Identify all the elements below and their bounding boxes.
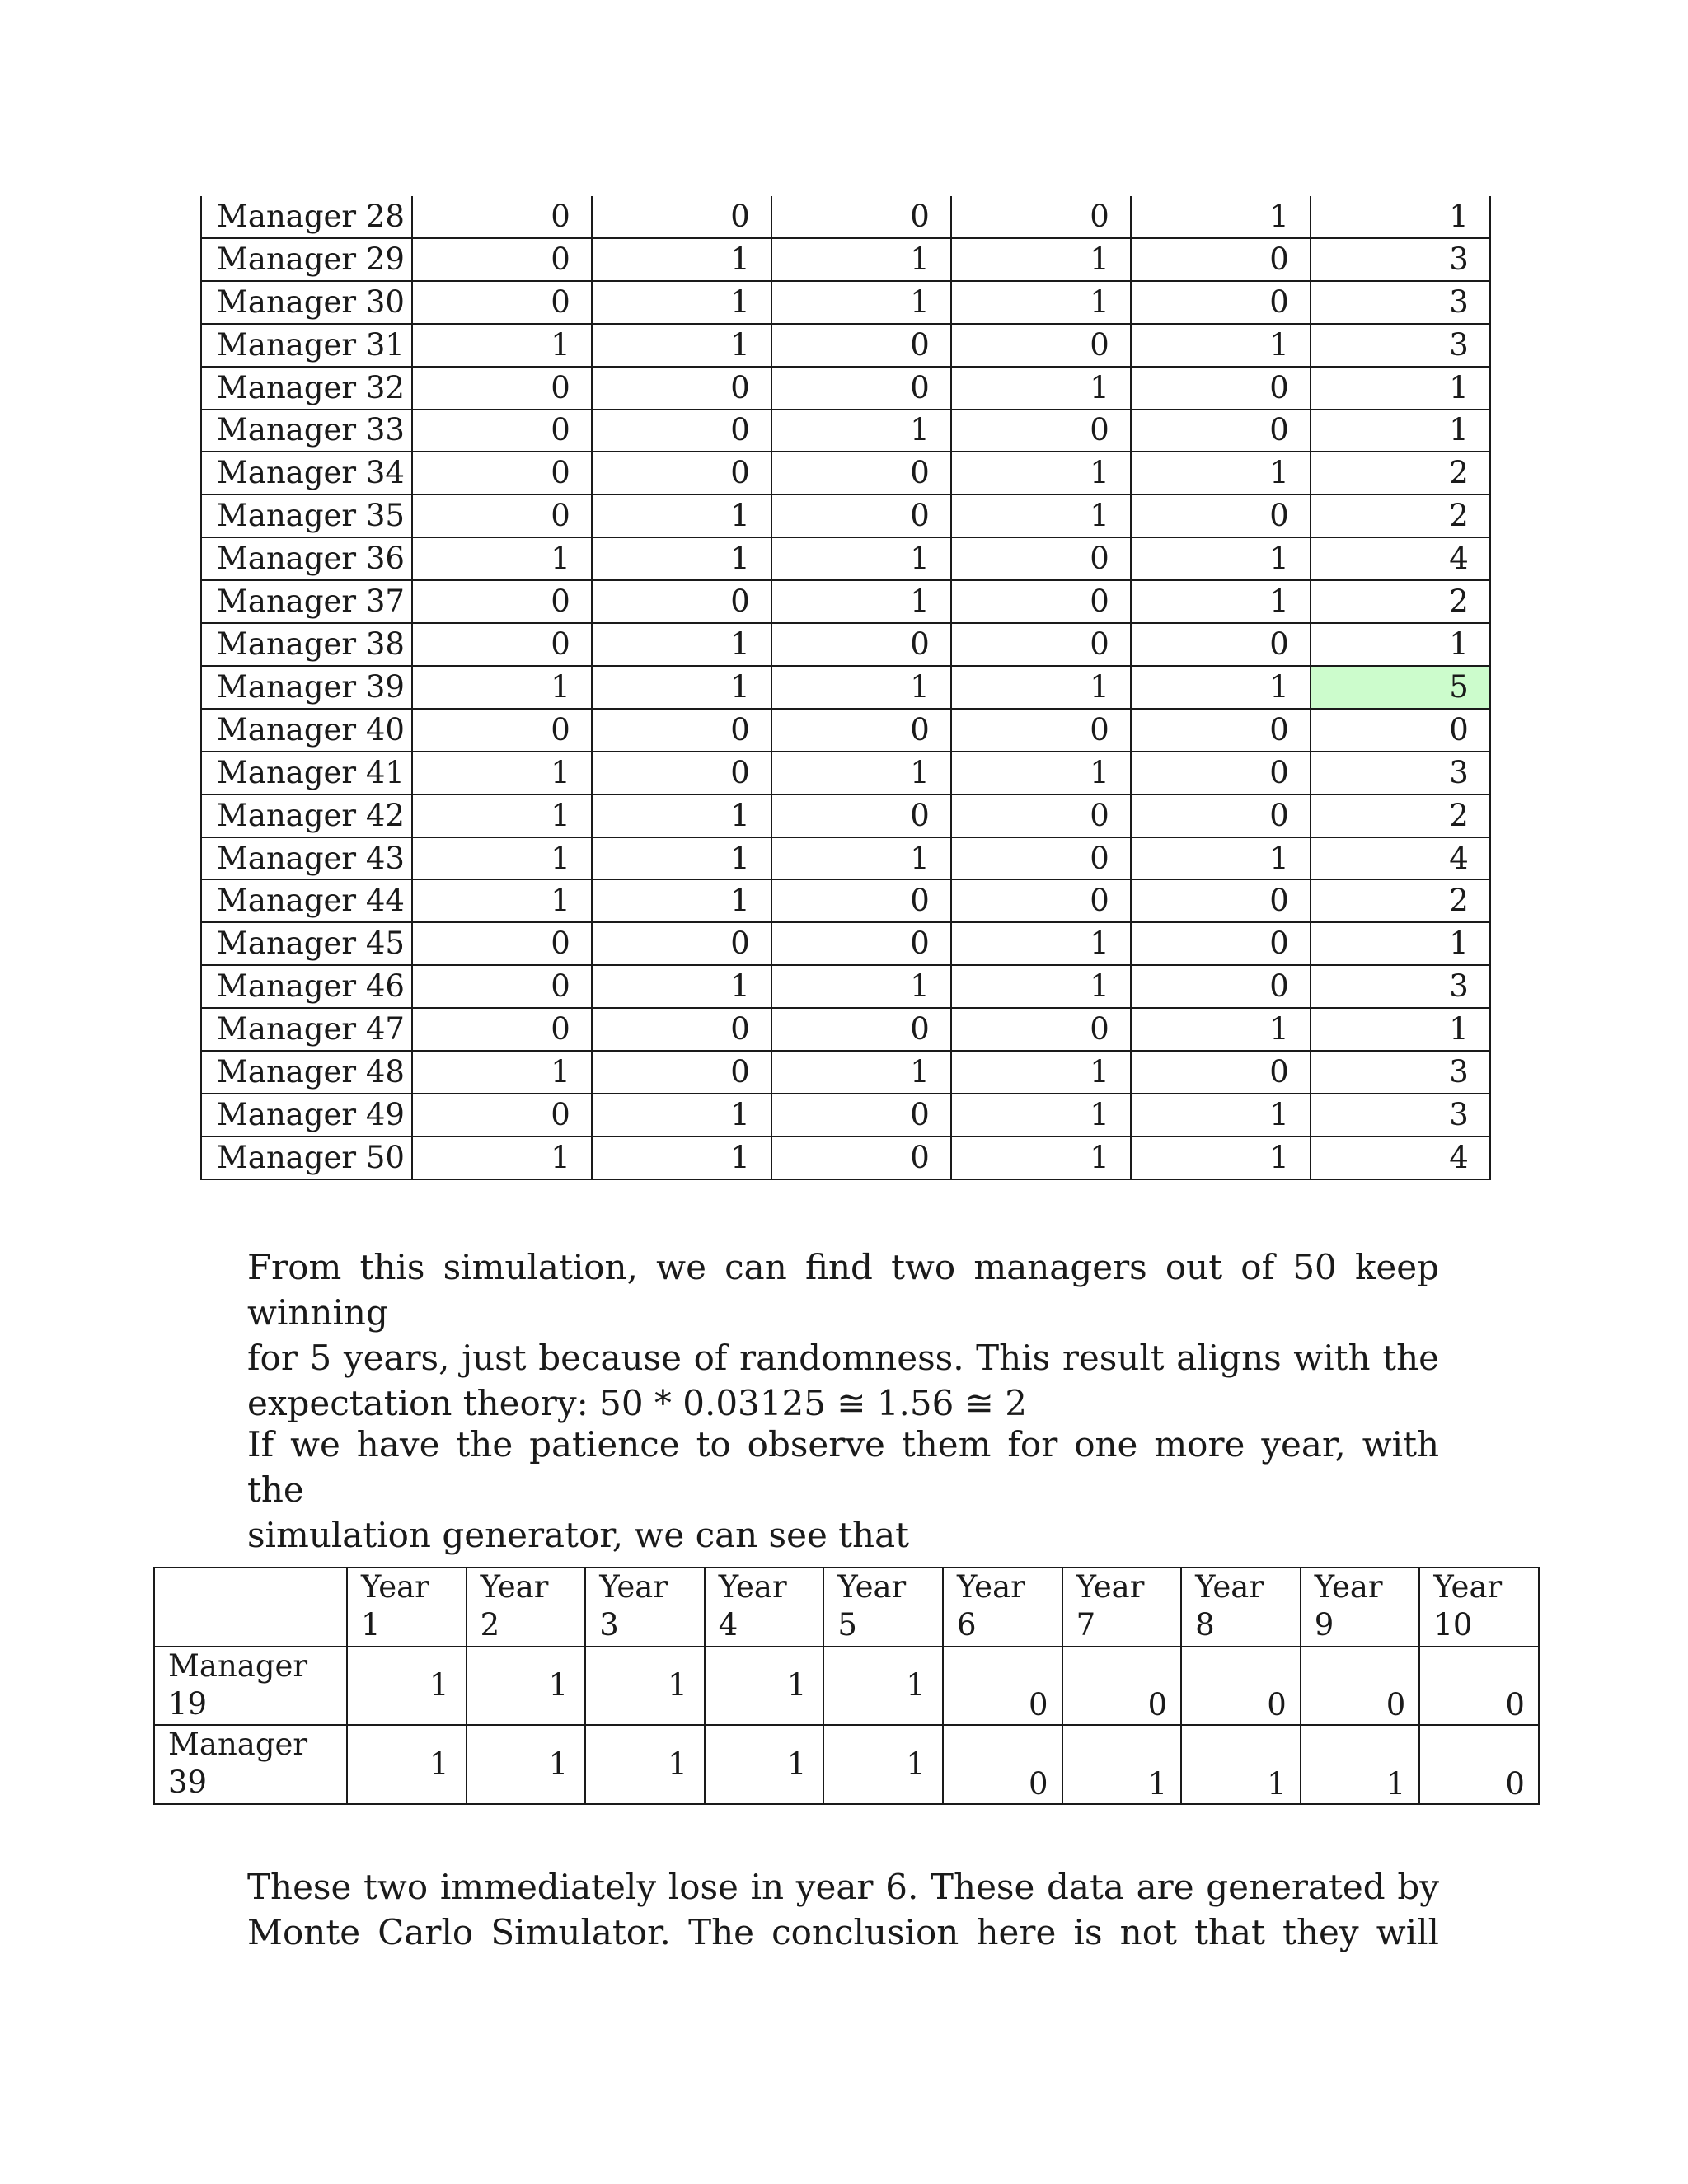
paragraph-conclusion (247, 1864, 1439, 1955)
table-row (154, 1725, 1539, 1804)
value-cell: 1 (1131, 580, 1311, 623)
value-cell: 1 (467, 1725, 586, 1804)
value-cell: 1 (1131, 837, 1311, 880)
value-cell: 1 (592, 837, 771, 880)
value-cell: 1 (1131, 1008, 1311, 1051)
manager-results-table (200, 196, 1491, 1180)
value-cell: 0 (951, 794, 1131, 837)
value-cell: 0 (771, 1137, 951, 1179)
value-cell: 1 (412, 1137, 592, 1179)
value-cell: 0 (1131, 623, 1311, 666)
value-cell: 0 (1131, 281, 1311, 324)
manager-label: Manager 36 (201, 537, 412, 580)
manager-results-body (201, 196, 1490, 1179)
value-cell: 0 (1131, 879, 1311, 922)
table-row (201, 1051, 1490, 1094)
total-cell: 0 (1311, 709, 1490, 752)
table-row (201, 752, 1490, 794)
table-row (201, 965, 1490, 1008)
value-cell: 0 (1131, 238, 1311, 281)
value-cell: 0 (951, 1008, 1131, 1051)
total-cell: 3 (1311, 281, 1490, 324)
total-cell: 5 (1311, 666, 1490, 709)
value-cell: 0 (412, 238, 592, 281)
value-cell: 0 (951, 879, 1131, 922)
value-cell: 0 (951, 410, 1131, 452)
manager-label: Manager 30 (201, 281, 412, 324)
value-cell: 1 (771, 580, 951, 623)
value-cell: 0 (771, 196, 951, 238)
value-cell: 0 (771, 623, 951, 666)
manager-label: Manager 34 (201, 452, 412, 494)
manager-label: Manager 29 (201, 238, 412, 281)
value-cell: 1 (823, 1647, 943, 1726)
year-header: Year 3 (585, 1568, 705, 1647)
corner-cell (154, 1568, 347, 1647)
total-cell: 3 (1311, 238, 1490, 281)
value-cell: 1 (412, 752, 592, 794)
value-cell: 0 (412, 922, 592, 965)
value-cell: 1 (412, 537, 592, 580)
value-cell: 0 (592, 580, 771, 623)
manager-label: Manager 42 (201, 794, 412, 837)
value-cell: 0 (1131, 794, 1311, 837)
value-cell: 0 (412, 367, 592, 410)
value-cell: 1 (1131, 1094, 1311, 1137)
manager-label: Manager 46 (201, 965, 412, 1008)
value-cell: 0 (771, 452, 951, 494)
table-row (201, 410, 1490, 452)
total-cell: 4 (1311, 537, 1490, 580)
value-cell: 1 (1131, 452, 1311, 494)
manager-label: Manager 49 (201, 1094, 412, 1137)
value-cell: 0 (592, 452, 771, 494)
value-cell: 1 (592, 537, 771, 580)
year-header: Year 1 (347, 1568, 467, 1647)
value-cell: 0 (592, 367, 771, 410)
value-cell: 0 (412, 709, 592, 752)
table-row (201, 1094, 1490, 1137)
table-row (201, 837, 1490, 880)
value-cell: 1 (1131, 1137, 1311, 1179)
value-cell: 1 (347, 1725, 467, 1804)
total-cell: 1 (1311, 922, 1490, 965)
value-cell: 0 (1131, 965, 1311, 1008)
manager-label: Manager 43 (201, 837, 412, 880)
value-cell: 0 (1131, 410, 1311, 452)
total-cell: 3 (1311, 965, 1490, 1008)
value-cell: 0 (951, 580, 1131, 623)
table-row (201, 666, 1490, 709)
value-cell: 0 (951, 837, 1131, 880)
value-cell: 1 (705, 1725, 824, 1804)
value-cell: 1 (771, 410, 951, 452)
total-cell: 2 (1311, 879, 1490, 922)
value-cell: 0 (1131, 367, 1311, 410)
value-cell: 1 (1131, 666, 1311, 709)
value-cell: 1 (592, 623, 771, 666)
manager-label: Manager 37 (201, 580, 412, 623)
paragraph-line: expectation theory: 50 * 0.03125 ≅ 1.56 ≅ 2 (247, 1383, 1027, 1423)
total-cell: 3 (1311, 1051, 1490, 1094)
manager-label: Manager 40 (201, 709, 412, 752)
value-cell: 1 (951, 965, 1131, 1008)
total-cell: 2 (1311, 452, 1490, 494)
value-cell: 1 (412, 1051, 592, 1094)
value-cell: 0 (943, 1725, 1062, 1804)
value-cell: 1 (771, 537, 951, 580)
value-cell: 0 (592, 709, 771, 752)
value-cell: 0 (1131, 752, 1311, 794)
value-cell: 1 (1131, 537, 1311, 580)
value-cell: 0 (1131, 494, 1311, 537)
value-cell: 0 (412, 580, 592, 623)
paragraph-observe-more (247, 1422, 1439, 1558)
value-cell: 0 (951, 537, 1131, 580)
value-cell: 0 (1131, 709, 1311, 752)
value-cell: 1 (951, 1094, 1131, 1137)
table-row (201, 494, 1490, 537)
value-cell: 0 (412, 196, 592, 238)
table-row (201, 238, 1490, 281)
value-cell: 0 (771, 367, 951, 410)
value-cell: 0 (592, 922, 771, 965)
value-cell: 1 (771, 837, 951, 880)
manager-label: Manager 48 (201, 1051, 412, 1094)
value-cell: 1 (771, 965, 951, 1008)
value-cell: 1 (592, 1094, 771, 1137)
table-row (201, 1137, 1490, 1179)
total-cell: 1 (1311, 196, 1490, 238)
table-row (201, 879, 1490, 922)
value-cell: 0 (771, 1008, 951, 1051)
value-cell: 0 (951, 324, 1131, 367)
year-results-table (153, 1567, 1540, 1805)
value-cell: 1 (705, 1647, 824, 1726)
value-cell: 0 (1419, 1647, 1539, 1726)
value-cell: 0 (1181, 1647, 1301, 1726)
manager-label: Manager 28 (201, 196, 412, 238)
manager-label: Manager 45 (201, 922, 412, 965)
value-cell: 0 (951, 196, 1131, 238)
value-cell: 0 (412, 452, 592, 494)
value-cell: 1 (771, 1051, 951, 1094)
value-cell: 0 (592, 1051, 771, 1094)
value-cell: 1 (771, 666, 951, 709)
manager-label: Manager 19 (154, 1647, 347, 1726)
value-cell: 1 (1301, 1725, 1420, 1804)
value-cell: 1 (823, 1725, 943, 1804)
table-row (201, 367, 1490, 410)
value-cell: 0 (592, 752, 771, 794)
paragraph-line: These two immediately lose in year 6. These data are generated by (247, 1867, 1439, 1907)
manager-label: Manager 31 (201, 324, 412, 367)
value-cell: 1 (592, 1137, 771, 1179)
value-cell: 0 (592, 196, 771, 238)
value-cell: 1 (951, 1137, 1131, 1179)
value-cell: 1 (592, 794, 771, 837)
value-cell: 1 (951, 281, 1131, 324)
table-row (201, 324, 1490, 367)
paragraph-line: simulation generator, we can see that (247, 1515, 910, 1555)
value-cell: 1 (951, 666, 1131, 709)
value-cell: 1 (585, 1725, 705, 1804)
value-cell: 0 (771, 709, 951, 752)
year-results-body (154, 1568, 1539, 1804)
value-cell: 0 (412, 965, 592, 1008)
manager-label: Manager 32 (201, 367, 412, 410)
value-cell: 1 (585, 1647, 705, 1726)
value-cell: 0 (1131, 1051, 1311, 1094)
total-cell: 1 (1311, 1008, 1490, 1051)
total-cell: 1 (1311, 623, 1490, 666)
table-row (201, 537, 1490, 580)
value-cell: 1 (1062, 1725, 1182, 1804)
value-cell: 0 (412, 1094, 592, 1137)
value-cell: 1 (592, 238, 771, 281)
value-cell: 0 (943, 1647, 1062, 1726)
total-cell: 4 (1311, 837, 1490, 880)
manager-label: Manager 35 (201, 494, 412, 537)
value-cell: 1 (592, 494, 771, 537)
value-cell: 1 (1131, 196, 1311, 238)
value-cell: 1 (951, 922, 1131, 965)
table-row (201, 623, 1490, 666)
total-cell: 3 (1311, 1094, 1490, 1137)
year-header: Year 2 (467, 1568, 586, 1647)
manager-label: Manager 41 (201, 752, 412, 794)
value-cell: 0 (771, 494, 951, 537)
total-cell: 3 (1311, 752, 1490, 794)
paragraph-line: for 5 years, just because of randomness. This result aligns with the (247, 1338, 1439, 1378)
table-row (201, 580, 1490, 623)
total-cell: 4 (1311, 1137, 1490, 1179)
value-cell: 0 (1062, 1647, 1182, 1726)
total-cell: 1 (1311, 410, 1490, 452)
value-cell: 1 (951, 238, 1131, 281)
year-header: Year 5 (823, 1568, 943, 1647)
total-cell: 1 (1311, 367, 1490, 410)
table-row (201, 709, 1490, 752)
value-cell: 1 (412, 324, 592, 367)
value-cell: 1 (771, 238, 951, 281)
year-header: Year 4 (705, 1568, 824, 1647)
value-cell: 1 (951, 752, 1131, 794)
paragraph-line: Monte Carlo Simulator. The conclusion here is not that they will (247, 1912, 1439, 1952)
value-cell: 0 (412, 494, 592, 537)
value-cell: 0 (1301, 1647, 1420, 1726)
value-cell: 1 (951, 1051, 1131, 1094)
value-cell: 0 (412, 281, 592, 324)
value-cell: 0 (1131, 922, 1311, 965)
table-row (201, 922, 1490, 965)
value-cell: 1 (951, 494, 1131, 537)
value-cell: 1 (771, 752, 951, 794)
manager-label: Manager 47 (201, 1008, 412, 1051)
total-cell: 3 (1311, 324, 1490, 367)
paragraph-line: From this simulation, we can find two managers out of 50 keep winning (247, 1247, 1439, 1333)
value-cell: 1 (592, 281, 771, 324)
value-cell: 1 (951, 452, 1131, 494)
value-cell: 1 (1181, 1725, 1301, 1804)
value-cell: 1 (592, 879, 771, 922)
total-cell: 2 (1311, 494, 1490, 537)
value-cell: 1 (592, 324, 771, 367)
manager-label: Manager 39 (201, 666, 412, 709)
value-cell: 0 (771, 324, 951, 367)
total-cell: 2 (1311, 794, 1490, 837)
table-row (201, 452, 1490, 494)
manager-label: Manager 38 (201, 623, 412, 666)
value-cell: 1 (771, 281, 951, 324)
manager-label: Manager 44 (201, 879, 412, 922)
value-cell: 1 (412, 794, 592, 837)
table-row (154, 1647, 1539, 1726)
value-cell: 0 (412, 410, 592, 452)
total-cell: 2 (1311, 580, 1490, 623)
table-row (201, 1008, 1490, 1051)
value-cell: 1 (412, 837, 592, 880)
year-header: Year 8 (1181, 1568, 1301, 1647)
header-row (154, 1568, 1539, 1647)
value-cell: 1 (592, 666, 771, 709)
value-cell: 1 (412, 666, 592, 709)
value-cell: 1 (467, 1647, 586, 1726)
value-cell: 1 (347, 1647, 467, 1726)
manager-label: Manager 39 (154, 1725, 347, 1804)
value-cell: 1 (1131, 324, 1311, 367)
value-cell: 1 (412, 879, 592, 922)
manager-label: Manager 33 (201, 410, 412, 452)
value-cell: 0 (592, 1008, 771, 1051)
manager-label: Manager 50 (201, 1137, 412, 1179)
year-header: Year 7 (1062, 1568, 1182, 1647)
value-cell: 0 (771, 879, 951, 922)
paragraph-line: If we have the patience to observe them for one more year, with the (247, 1424, 1439, 1510)
value-cell: 1 (592, 965, 771, 1008)
table-row (201, 281, 1490, 324)
year-header: Year 10 (1419, 1568, 1539, 1647)
value-cell: 0 (771, 794, 951, 837)
table-row (201, 794, 1490, 837)
value-cell: 0 (592, 410, 771, 452)
value-cell: 1 (951, 367, 1131, 410)
paragraph-simulation-result (247, 1244, 1439, 1426)
value-cell: 0 (951, 709, 1131, 752)
year-header: Year 9 (1301, 1568, 1420, 1647)
value-cell: 0 (412, 623, 592, 666)
year-header: Year 6 (943, 1568, 1062, 1647)
value-cell: 0 (1419, 1725, 1539, 1804)
table-row (201, 196, 1490, 238)
value-cell: 0 (771, 1094, 951, 1137)
value-cell: 0 (412, 1008, 592, 1051)
value-cell: 0 (951, 623, 1131, 666)
value-cell: 0 (771, 922, 951, 965)
